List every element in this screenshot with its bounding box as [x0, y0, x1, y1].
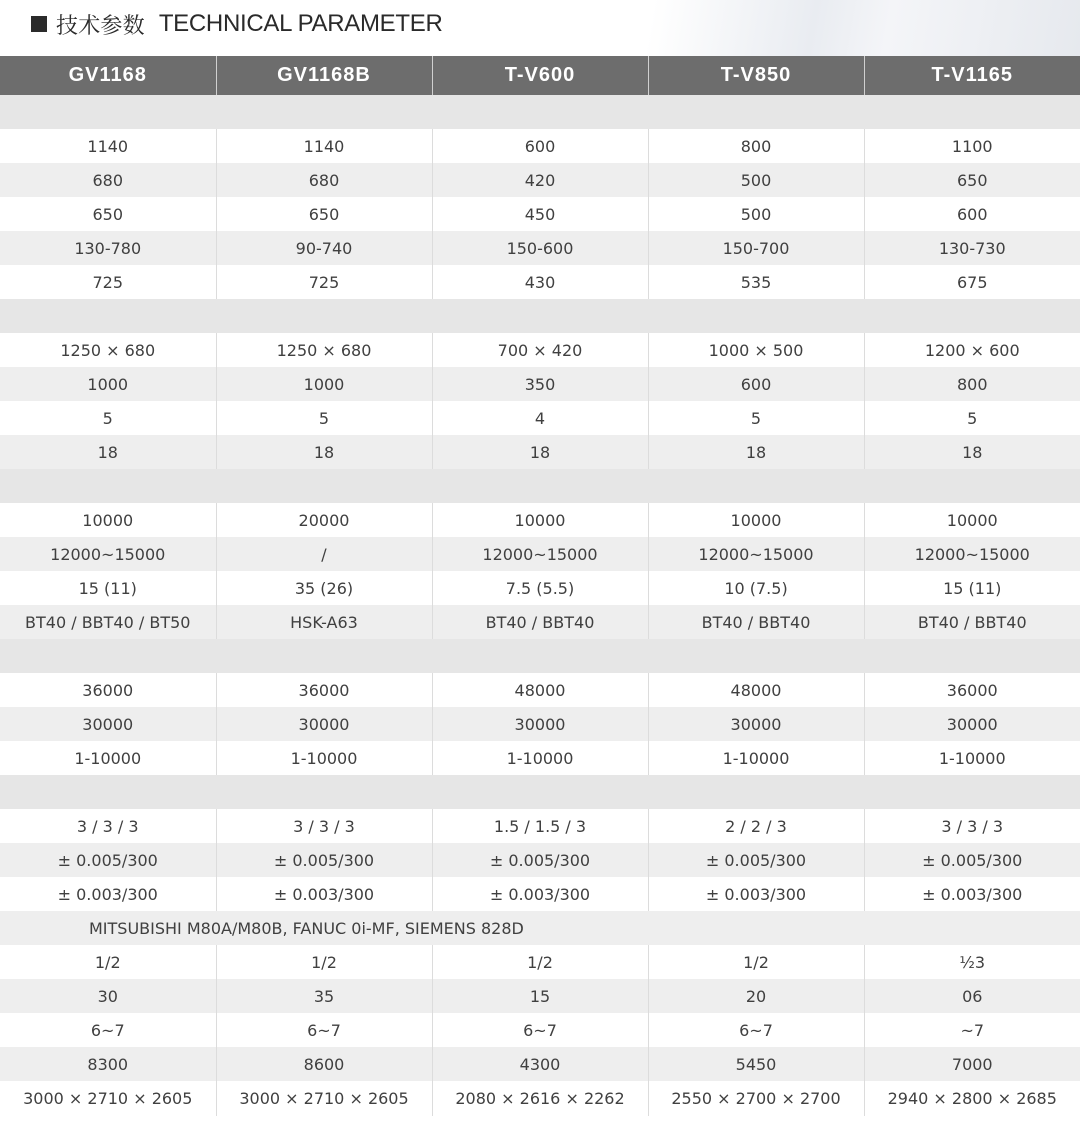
table-cell: 5 [0, 401, 216, 435]
table-cell: 725 [216, 265, 432, 299]
table-row [0, 741, 1080, 775]
table-cell: 6~7 [648, 1013, 864, 1047]
table-cell: 600 [432, 129, 648, 163]
table-row [0, 571, 1080, 605]
table-cell: 30000 [864, 707, 1080, 741]
table-cell: 1-10000 [864, 741, 1080, 775]
table-row [0, 367, 1080, 401]
table-cell: 48000 [648, 673, 864, 707]
table-cell: 18 [648, 435, 864, 469]
table-cell: 18 [864, 435, 1080, 469]
table-cell: 36000 [216, 673, 432, 707]
table-cell: 650 [864, 163, 1080, 197]
table-cell: 10000 [648, 503, 864, 537]
table-cell: BT40 / BBT40 [648, 605, 864, 639]
table-cell: 1/2 [0, 945, 216, 979]
table-cell: 350 [432, 367, 648, 401]
section-divider [0, 469, 1080, 503]
table-cell: ± 0.005/300 [0, 843, 216, 877]
table-cell: 3 / 3 / 3 [216, 809, 432, 843]
table-cell: ~7 [864, 1013, 1080, 1047]
table-cell: 2940 × 2800 × 2685 [864, 1081, 1080, 1116]
table-cell: 150-600 [432, 231, 648, 265]
column-header: GV1168B [216, 56, 432, 95]
table-cell: 30000 [648, 707, 864, 741]
table-cell: 12000~15000 [432, 537, 648, 571]
table-cell: 1/2 [216, 945, 432, 979]
table-cell: 800 [648, 129, 864, 163]
table-cell: 1250 × 680 [0, 333, 216, 367]
table-row [0, 673, 1080, 707]
table-cell: ± 0.003/300 [0, 877, 216, 911]
table-cell: 725 [0, 265, 216, 299]
table-row [0, 537, 1080, 571]
column-header: T-V600 [432, 56, 648, 95]
table-cell: 7000 [864, 1047, 1080, 1081]
title-cn: 技术参数 [56, 13, 145, 39]
table-body [0, 95, 1080, 1116]
table-cell: 10000 [864, 503, 1080, 537]
table-cell: 6~7 [0, 1013, 216, 1047]
table-cell: 30000 [216, 707, 432, 741]
table-cell: 10000 [0, 503, 216, 537]
table-row [0, 129, 1080, 163]
table-row [0, 605, 1080, 639]
table-cell: 450 [432, 197, 648, 231]
table-row [0, 231, 1080, 265]
table-row [0, 503, 1080, 537]
table-cell: 650 [216, 197, 432, 231]
table-row [0, 197, 1080, 231]
table-cell: 600 [648, 367, 864, 401]
table-cell: 8600 [216, 1047, 432, 1081]
table-cell: 430 [432, 265, 648, 299]
table-cell: 5 [216, 401, 432, 435]
table-cell: 5 [864, 401, 1080, 435]
table-cell: 600 [864, 197, 1080, 231]
table-cell: ½3 [864, 945, 1080, 979]
table-cell: 1000 [0, 367, 216, 401]
column-header: GV1168 [0, 56, 216, 95]
table-cell: 15 [432, 979, 648, 1013]
table-cell: 2080 × 2616 × 2262 [432, 1081, 648, 1116]
table-row [0, 843, 1080, 877]
table-cell: 36000 [864, 673, 1080, 707]
table-cell: 650 [0, 197, 216, 231]
page-title [31, 9, 442, 39]
table-cell: ± 0.003/300 [864, 877, 1080, 911]
table-cell: 2 / 2 / 3 [648, 809, 864, 843]
table-cell: 6~7 [216, 1013, 432, 1047]
table-row [0, 401, 1080, 435]
table-row [0, 265, 1080, 299]
control-system-row [0, 911, 1080, 945]
table-cell: 1-10000 [216, 741, 432, 775]
table-cell: 130-730 [864, 231, 1080, 265]
table-cell: 1100 [864, 129, 1080, 163]
table-cell: 35 (26) [216, 571, 432, 605]
table-cell: 15 (11) [0, 571, 216, 605]
table-header [0, 56, 1080, 95]
table-cell: 20000 [216, 503, 432, 537]
table-cell: 15 (11) [864, 571, 1080, 605]
table-cell: 1-10000 [0, 741, 216, 775]
section-divider [0, 775, 1080, 809]
bullet-square-icon [31, 16, 47, 32]
table-row [0, 945, 1080, 979]
table-cell: 1140 [0, 129, 216, 163]
table-cell: 680 [0, 163, 216, 197]
table-cell: BT40 / BBT40 [864, 605, 1080, 639]
table-cell: ± 0.005/300 [648, 843, 864, 877]
spec-table [0, 56, 1080, 1116]
table-cell: 1000 [216, 367, 432, 401]
section-divider [0, 95, 1080, 129]
table-cell: 800 [864, 367, 1080, 401]
bottom-strip [0, 1118, 1080, 1138]
table-cell: 3000 × 2710 × 2605 [216, 1081, 432, 1116]
table-row [0, 707, 1080, 741]
section-divider [0, 639, 1080, 673]
table-cell: 8300 [0, 1047, 216, 1081]
table-cell: 1000 × 500 [648, 333, 864, 367]
table-cell: 1.5 / 1.5 / 3 [432, 809, 648, 843]
table-row [0, 877, 1080, 911]
table-cell: 1250 × 680 [216, 333, 432, 367]
table-cell: 90-740 [216, 231, 432, 265]
table-cell: 150-700 [648, 231, 864, 265]
table-cell: 30 [0, 979, 216, 1013]
table-row [0, 809, 1080, 843]
table-cell: 3000 × 2710 × 2605 [0, 1081, 216, 1116]
table-cell: 1200 × 600 [864, 333, 1080, 367]
table-cell: / [216, 537, 432, 571]
table-cell: 18 [0, 435, 216, 469]
table-cell: 130-780 [0, 231, 216, 265]
table-cell: 18 [432, 435, 648, 469]
table-cell: 3 / 3 / 3 [0, 809, 216, 843]
column-header: T-V1165 [864, 56, 1080, 95]
table-cell: ± 0.003/300 [648, 877, 864, 911]
title-en: TECHNICAL PARAMETER [158, 10, 443, 37]
table-cell: 4300 [432, 1047, 648, 1081]
table-cell: 48000 [432, 673, 648, 707]
table-cell: BT40 / BBT40 [432, 605, 648, 639]
table-cell: ± 0.005/300 [864, 843, 1080, 877]
table-cell: 500 [648, 197, 864, 231]
table-cell: 36000 [0, 673, 216, 707]
table-cell: 1140 [216, 129, 432, 163]
table-cell: 535 [648, 265, 864, 299]
column-header: T-V850 [648, 56, 864, 95]
table-row [0, 435, 1080, 469]
control-system-text: MITSUBISHI M80A/M80B, FANUC 0i-MF, SIEMENS 828D [0, 911, 1080, 945]
table-cell: BT40 / BBT40 / BT50 [0, 605, 216, 639]
table-cell: 10 (7.5) [648, 571, 864, 605]
table-cell: 700 × 420 [432, 333, 648, 367]
table-cell: 20 [648, 979, 864, 1013]
table-cell: 420 [432, 163, 648, 197]
table-cell: ± 0.003/300 [216, 877, 432, 911]
table-cell: 30000 [0, 707, 216, 741]
table-cell: 680 [216, 163, 432, 197]
table-cell: 1-10000 [648, 741, 864, 775]
table-cell: 5450 [648, 1047, 864, 1081]
table-cell: 4 [432, 401, 648, 435]
table-cell: 12000~15000 [864, 537, 1080, 571]
table-cell: 500 [648, 163, 864, 197]
table-cell: 6~7 [432, 1013, 648, 1047]
table-row [0, 1047, 1080, 1081]
table-cell: 10000 [432, 503, 648, 537]
table-cell: ± 0.005/300 [216, 843, 432, 877]
table-cell: 675 [864, 265, 1080, 299]
table-row [0, 1013, 1080, 1047]
table-row [0, 979, 1080, 1013]
table-cell: 18 [216, 435, 432, 469]
table-cell: 1/2 [432, 945, 648, 979]
table-row [0, 163, 1080, 197]
table-cell: 5 [648, 401, 864, 435]
table-row [0, 1081, 1080, 1116]
table-row [0, 333, 1080, 367]
table-cell: 1/2 [648, 945, 864, 979]
table-cell: ± 0.003/300 [432, 877, 648, 911]
table-cell: ± 0.005/300 [432, 843, 648, 877]
table-cell: 2550 × 2700 × 2700 [648, 1081, 864, 1116]
table-cell: 7.5 (5.5) [432, 571, 648, 605]
table-cell: 3 / 3 / 3 [864, 809, 1080, 843]
table-cell: HSK-A63 [216, 605, 432, 639]
table-cell: 35 [216, 979, 432, 1013]
table-cell: 06 [864, 979, 1080, 1013]
table-cell: 12000~15000 [648, 537, 864, 571]
section-divider [0, 299, 1080, 333]
table-cell: 12000~15000 [0, 537, 216, 571]
table-cell: 30000 [432, 707, 648, 741]
table-cell: 1-10000 [432, 741, 648, 775]
